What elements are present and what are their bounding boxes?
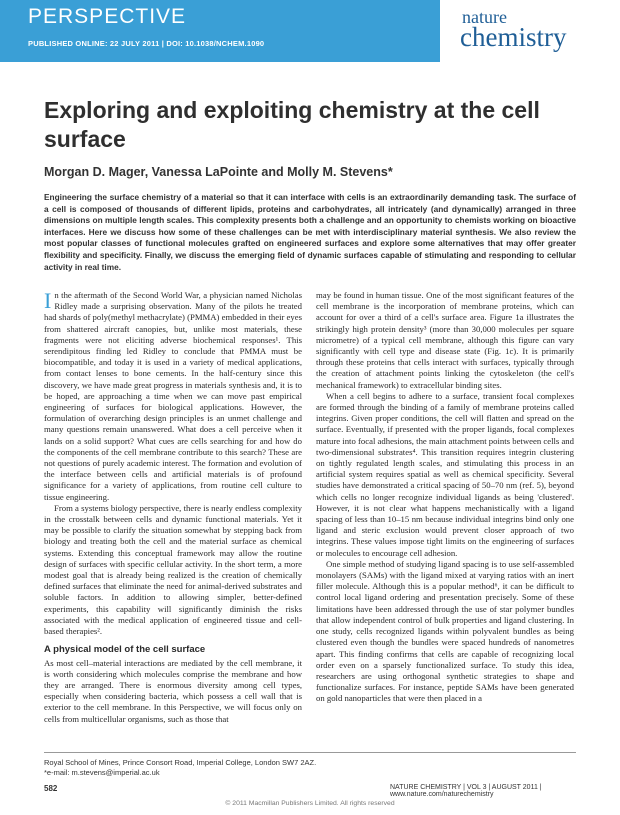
body-paragraph: As most cell–material interactions are mediated by the cell membrane, it is worth considering which molecules comprise the membrane and how they are arranged. There is enormous diversity among cell types, especially when considering bacteria, which possess a cell wall that is exterior to the cell membrane. In this Perspective, we will focus only on cells from multicellular organisms, such as those that xyxy=(44,657,302,724)
section-banner xyxy=(0,0,440,62)
body-paragraph: may be found in human tissue. One of the most significant features of the cell membrane is the incorporation of membrane proteins, which can account for over a third of a cell's surface area. Figure 1a illustrates the strikingly high protein density³ (more than 30,000 molecules per square micrometre) of a typical cell membrane, although this figure can vary significantly with cell type and disease state (Fig. 1c). It is primarily through these proteins that cells interact with surfaces, typically through the creation of attachment points linking the cytoskeleton (the cell's mechanical framework) to extracellular binding sites. xyxy=(316,290,574,390)
copyright-notice: © 2011 Macmillan Publishers Limited. All rights reserved xyxy=(225,800,395,807)
journal-logo xyxy=(460,8,575,60)
page-number: 582 xyxy=(44,784,58,793)
publication-info: PUBLISHED ONLINE: 22 JULY 2011 | DOI: 10.1038/NCHEM.1090 xyxy=(28,39,265,48)
footnote xyxy=(44,758,316,778)
body-column-right xyxy=(316,290,574,705)
journal-page-info: NATURE CHEMISTRY | VOL 3 | AUGUST 2011 | www.nature.com/naturechemistry xyxy=(390,784,542,798)
body-column-left xyxy=(44,290,302,725)
article-abstract: Engineering the surface chemistry of a material so that it can interface with cells is an extraordinarily demanding task. The surface of a cell is composed of thousands of different lipids, proteins and carbohydrates, all intricately (and dynamically) arranged in three dimensions on multiple length scales. This complexity presents both a challenge and an opportunity to chemists working on bioactive interfaces. Here we discuss how some of these challenges can be met with interdisciplinary material synthesis. We also review the most popular classes of functional molecules grafted on engineered surfaces and explore some alternatives that may offer greater flexibility and specificity. Finally, we discuss the emerging field of dynamic surfaces capable of stimulating and responding to cellular activity in real time. xyxy=(44,192,576,272)
body-paragraph: One simple method of studying ligand spacing is to use self-assembled monolayers (SAMs) with the ligand mixed at varying ratios with an inert filler molecule. Although this is a popular method⁶, it can be difficult to control local ligand ordering and presentation precisely. Some of these limitations have been addressed through the use of star polymer bundles that allow independent control of bulk properties and ligand clustering. In one study, cells recognized ligands within polyvalent bundles as being clustered even though the bundles were spaced hundreds of nanometres apart. This finding confirms that cells are capable of recognizing local order even on a sparsely functionalized surface. To study this idea, researchers are using orthogonal synthetic strategies to shape and functionalize surfaces. For instance, peptide SAMs have been generated on gold nanoparticles that were then placed in a xyxy=(316,558,574,704)
journal-logo-line2: chemistry xyxy=(460,22,567,52)
paragraph-text: n the aftermath of the Second World War, a physician named Nicholas Ridley made a surprising observation. Many of the pilots he treated had shards of poly(methyl methacrylate) (PMMA) embedded in their eyes from shattered aircraft canopies, but, unlike most materials, these fragments were not eliciting adverse biochemical responses¹. This serendipitous finding led Ridley to conclude that PMMA must be biocompatible, and today it is used in a variety of medical applications, from contact lenses to bone cements. In the half-century since this discovery, we have made great progress in materials synthesis and, it is to be hoped, are approaching a time when we can move past empirical engineering of surfaces for biological applications. However, the formulation of overarching design principles is an unmet challenge and many questions remain unanswered. What does a cell perceive when it lands on a solid support? What cues are cells searching for and how do the components of the cell membrane contribute to this search? These are not questions of purely academic interest. The formation and evolution of the interface between cells and artificial materials is of profound significance for a variety of applications, from routine cell culture to tissue engineering. xyxy=(44,290,302,502)
author-affiliation: Royal School of Mines, Prince Consort Road, Imperial College, London SW7 2AZ. xyxy=(44,758,317,767)
body-paragraph: When a cell begins to adhere to a surface, transient focal complexes are formed through the binding of a family of membrane proteins called integrins. Given proper conditions, the cell will flatten and spread on the surface. Eventually, if presented with the proper ligands, focal complexes mature into focal adhesions, the main attachment points between cells and two-dimensional substrates⁴. This transition requires integrin clustering on tightly regulated length scales, and stimulating this process in an artificial system requires spatial as well as chemical specificity. Several studies have demonstrated a critical spacing of 50–70 nm (ref. 5), beyond which cells no longer recognize individual ligands as being 'clustered'. However, it is not clear what happens mechanistically with a ligand spacing of less than 10–15 nm because individual integrins bind only one ligand and steric exclusion would prevent closer approach of two integrins. These values impose tight limits on the engineering of surfaces or molecules to encourage cell adhesion. xyxy=(316,390,574,558)
body-paragraph xyxy=(44,290,302,503)
section-heading: A physical model of the cell surface xyxy=(44,644,206,656)
body-paragraph: From a systems biology perspective, there is nearly endless complexity in the crosstalk between cells and dynamic functional materials. Yet it may be possible to clarify the situation somewhat by stepping back from biology and treating both the cell and the material surface as chemical systems. Extending this conceptual framework may allow the routine design of surfaces with specific cellular activity. In the short term, a more modest goal that is already being realized is the creation of chemically defined surfaces that eliminate the need for animal-derived substrates and soluble factors. In addition to allowing simpler, better-defined experiments, this capability will significantly diminish the risks associated with the medical application of engineered tissue and cell-based therapies². xyxy=(44,502,302,637)
author-email: *e-mail: m.stevens@imperial.ac.uk xyxy=(44,768,160,777)
journal-logo-line1: nature xyxy=(462,7,507,27)
article-title: Exploring and exploiting chemistry at the cell surface xyxy=(44,97,540,152)
article-authors: Morgan D. Mager, Vanessa LaPointe and Molly M. Stevens* xyxy=(44,165,393,179)
footer-divider xyxy=(44,752,576,753)
section-label: PERSPECTIVE xyxy=(28,5,187,28)
drop-cap: I xyxy=(44,288,52,313)
